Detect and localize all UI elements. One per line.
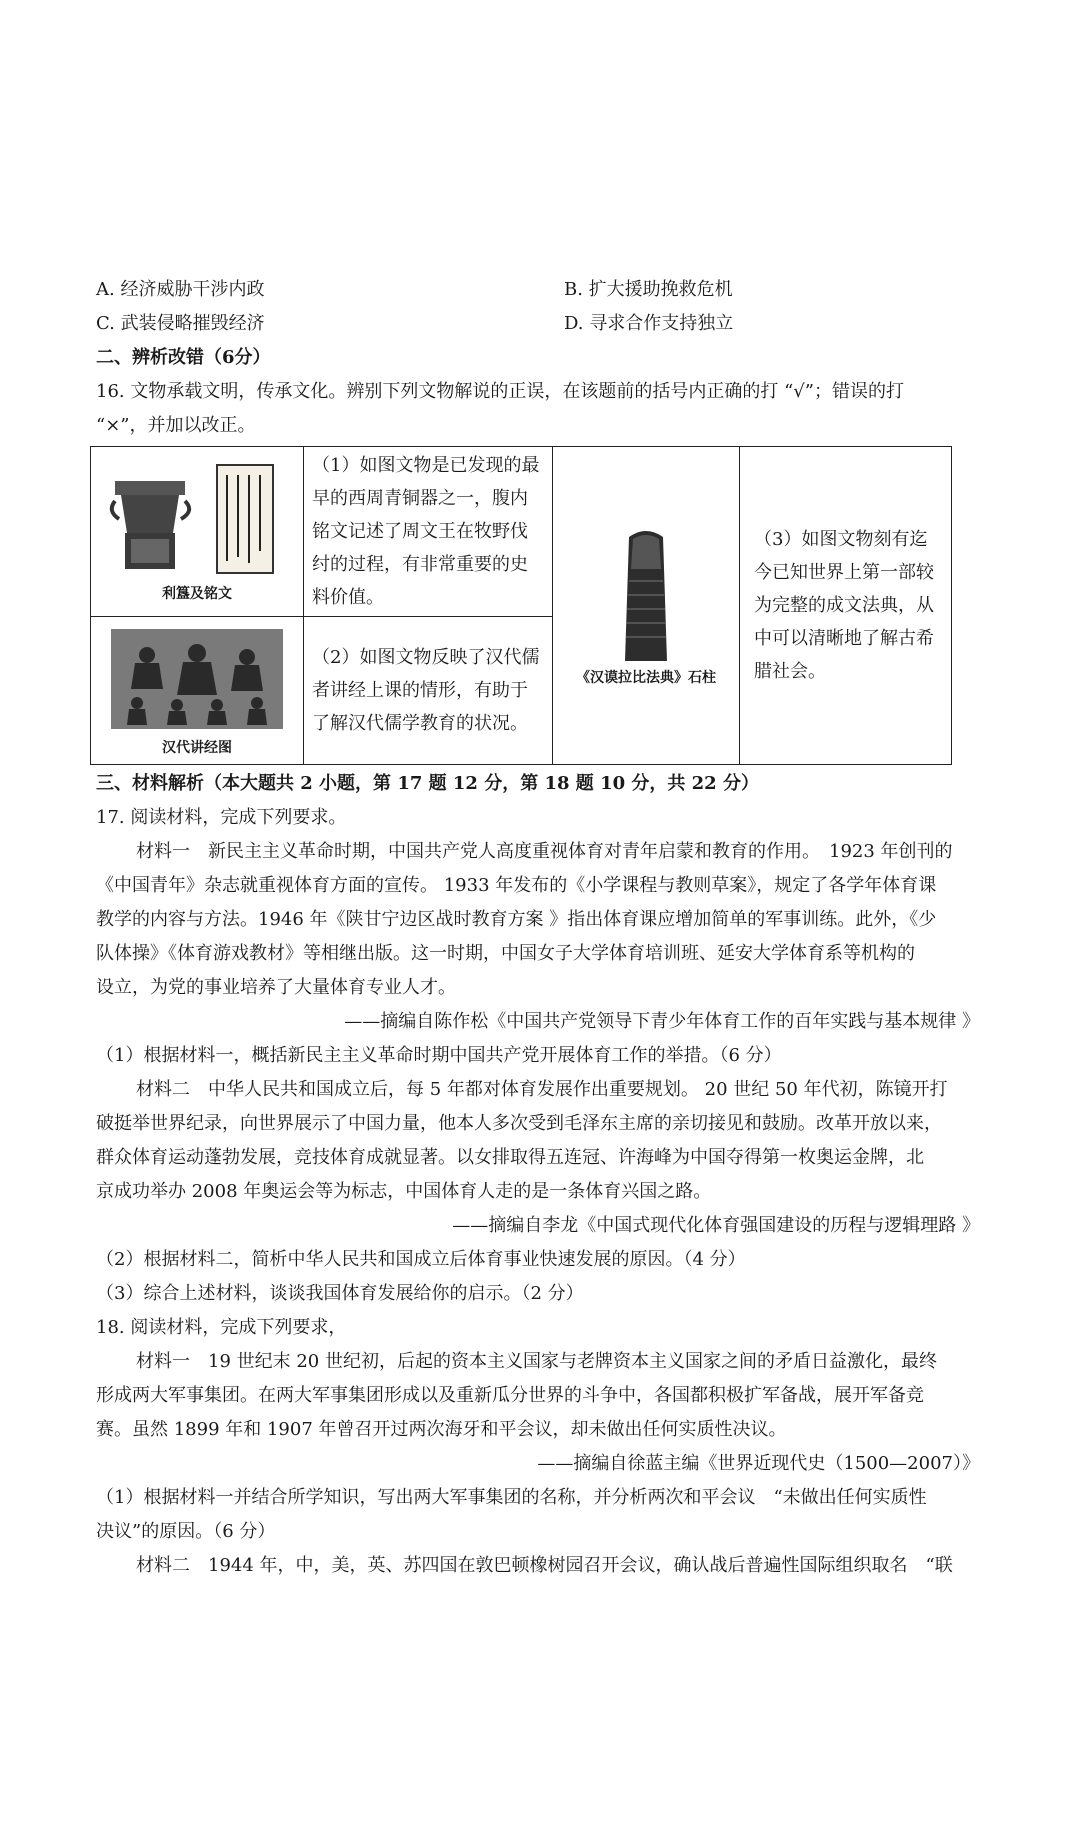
material3-source: ——摘编自徐蓝主编《世界近现代史（1500—2007）》 bbox=[537, 1453, 980, 1474]
material2-line1: 材料二 中华人民共和国成立后，每 5 年都对体育发展作出重要规划。 20 世纪 50 年代初，陈镜开打 bbox=[136, 1079, 948, 1100]
artifact3-caption: 《汉谟拉比法典》石柱 bbox=[576, 669, 716, 686]
artifact1-description: （1）如图文物是已发现的最早的西周青铜器之一，腹内铭文记述了周文王在牧野伐纣的过程，有非常重要的史料价值。 bbox=[304, 447, 553, 617]
option-a: A. 经济威胁干涉内政 bbox=[96, 279, 265, 300]
han-lecture-image bbox=[107, 625, 287, 735]
material2-source: ——摘编自李龙《中国式现代化体育强国建设的历程与逻辑理路 》 bbox=[452, 1215, 980, 1236]
material2-line4: 京成功举办 2008 年奥运会等为标志，中国体育人走的是一条体育兴国之路。 bbox=[96, 1181, 712, 1202]
artifact3-description: （3）如图文物刻有迄今已知世界上第一部较为完整的成文法典，从中可以清晰地了解古希腊社会。 bbox=[740, 447, 952, 765]
artifact1-caption: 利簋及铭文 bbox=[162, 585, 232, 602]
q17-stem: 17. 阅读材料，完成下列要求。 bbox=[96, 807, 347, 828]
material1-line3: 教学的内容与方法。1946 年《陕甘宁边区战时教育方案 》指出体育课应增加简单的军事训练。此外，《少 bbox=[96, 909, 937, 930]
option-b: B. 扩大援助挽救危机 bbox=[564, 279, 733, 300]
artifact2-description: （2）如图文物反映了汉代儒者讲经上课的情形，有助于了解汉代儒学教育的状况。 bbox=[304, 617, 553, 765]
material1-source: ——摘编自陈作松《中国共产党领导下青少年体育工作的百年实践与基本规律 》 bbox=[344, 1011, 980, 1032]
q17-part2: （2）根据材料二，简析中华人民共和国成立后体育事业快速发展的原因。（4 分） bbox=[96, 1249, 746, 1270]
artifact2-image-cell bbox=[91, 617, 304, 765]
material1-line4: 队体操》《体育游戏教材》等相继出版。这一时期，中国女子大学体育培训班、延安大学体育系等机构的 bbox=[96, 943, 915, 964]
ligui-bronze-image bbox=[107, 461, 287, 581]
q17-part1: （1）根据材料一，概括新民主主义革命时期中国共产党开展体育工作的举措。（6 分） bbox=[96, 1045, 782, 1066]
material3-line2: 形成两大军事集团。在两大军事集团形成以及重新瓜分世界的斗争中，各国都积极扩军备战，展开军备竞 bbox=[96, 1385, 924, 1406]
section2-heading: 二、辨析改错（6分） bbox=[96, 347, 271, 368]
material2-line2: 破挺举世界纪录，向世界展示了中国力量，他本人多次受到毛泽东主席的亲切接见和鼓励。改革开放以来， bbox=[96, 1113, 942, 1134]
material2-line3: 群众体育运动蓬勃发展，竞技体育成就显著。以女排取得五连冠、许海峰为中国夺得第一枚奥运金牌，北 bbox=[96, 1147, 924, 1168]
artifact1-image-cell bbox=[91, 447, 304, 617]
q17-part3: （3）综合上述材料，谈谈我国体育发展给你的启示。（2 分） bbox=[96, 1283, 584, 1304]
artifact3-image-cell bbox=[553, 447, 740, 765]
hammurabi-stele-image bbox=[611, 525, 681, 665]
material3-line3: 赛。虽然 1899 年和 1907 年曾召开过两次海牙和平会议，却未做出任何实质性决议。 bbox=[96, 1419, 787, 1440]
material1-line1: 材料一 新民主主义革命时期，中国共产党人高度重视体育对青年启蒙和教育的作用。 1923 年创刊的 bbox=[136, 841, 953, 862]
artifact-table bbox=[90, 446, 952, 765]
artifact2-caption: 汉代讲经图 bbox=[162, 739, 232, 756]
q18-stem: 18. 阅读材料，完成下列要求， bbox=[96, 1317, 347, 1338]
q16-text-line1: 16. 文物承载文明，传承文化。辨别下列文物解说的正误，在该题前的括号内正确的打 “√”；错误的打 bbox=[96, 381, 904, 402]
q18-part1-line1: （1）根据材料一并结合所学知识，写出两大军事集团的名称，并分析两次和平会议 “未做出任何实质性 bbox=[96, 1487, 927, 1508]
material3-line1: 材料一 19 世纪末 20 世纪初，后起的资本主义国家与老牌资本主义国家之间的矛盾日益激化，最终 bbox=[136, 1351, 937, 1372]
material4-line1: 材料二 1944 年，中，美，英、苏四国在敦巴顿橡树园召开会议，确认战后普遍性国际组织取名 “联 bbox=[136, 1555, 953, 1576]
option-d: D. 寻求合作支持独立 bbox=[564, 313, 734, 334]
q16-text-line2: “×”，并加以改正。 bbox=[96, 415, 256, 436]
section3-heading: 三、材料解析（本大题共 2 小题，第 17 题 12 分，第 18 题 10 分，共 22 分） bbox=[96, 773, 759, 794]
option-c: C. 武装侵略摧毁经济 bbox=[96, 313, 265, 334]
material1-line2: 《中国青年》杂志就重视体育方面的宣传。 1933 年发布的《小学课程与教则草案》，规定了各学年体育课 bbox=[96, 875, 937, 896]
material1-line5: 设立，为党的事业培养了大量体育专业人才。 bbox=[96, 977, 456, 998]
q18-part1-line2: 决议”的原因。（6 分） bbox=[96, 1521, 276, 1542]
